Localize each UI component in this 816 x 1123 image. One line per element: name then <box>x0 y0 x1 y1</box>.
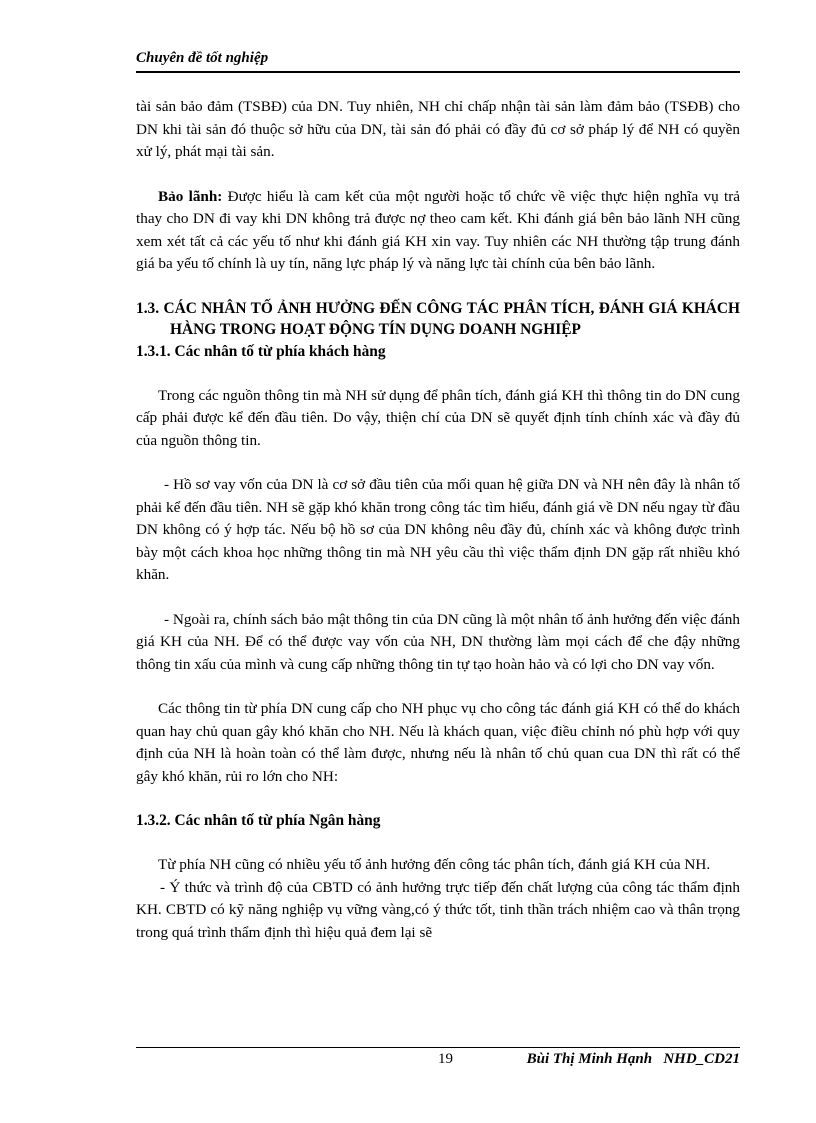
footer-author: Bùi Thị Minh Hạnh NHD_CD21 <box>526 1051 740 1067</box>
paragraph-loan-dossier: - Hồ sơ vay vốn của DN là cơ sở đầu tiên của mối quan hệ giữa DN và NH nên đây là nhân tố phải kể đến đầu tiên. NH sẽ gặp khó khăn trong công tác tìm hiểu, đánh giá về DN nếu ngay từ đầu DN không có ý hợp tác. Nếu bộ hồ sơ của DN không nêu đầy đủ, chính xác và không được trình bày một cách khoa học những thông tin mà NH yêu cầu thì việc thẩm định DN gặp rất nhiều khó khăn. <box>136 476 740 583</box>
guarantee-label: Bảo lãnh: <box>158 187 223 205</box>
header-title: Chuyên đề tốt nghiệp <box>136 50 269 66</box>
paragraph-info-provided: Các thông tin từ phía DN cung cấp cho NH phục vụ cho công tác đánh giá KH có thể do khách quan hay chủ quan gây khó khăn cho NH. Nếu là khách quan, việc điều chỉnh nó phù hợp với quy định của NH là hoàn toàn có thể làm được, nhưng nếu là nhân tố chủ quan cua DN thì rất có thể gây khó khăn, rủi ro lớn cho NH: <box>136 700 740 785</box>
paragraph-officer-skill: - Ý thức và trình độ của CBTD có ảnh hưởng trực tiếp đến chất lượng của công tác thẩm định KH. CBTD có kỹ năng nghiệp vụ vững vàng,có ý thức tốt, tinh thần trách nhiệm cao và thân trọng trong quá trình thẩm định thì hiệu quả đem lại sẽ <box>136 878 740 941</box>
page-number: 19 <box>438 1051 453 1067</box>
section-heading-1-3: 1.3. CÁC NHÂN TỐ ẢNH HƯỞNG ĐẾN CÔNG TÁC PHÂN TÍCH, ĐÁNH GIÁ KHÁCH HÀNG TRONG HOẠT ĐỘNG TÍN DỤNG DOANH NGHIỆP <box>136 299 740 338</box>
paragraph-info-sources: Trong các nguồn thông tin mà NH sử dụng để phân tích, đánh giá KH thì thông tin do DN cung cấp phải được kể đến đầu tiên. Do vậy, thiện chí của DN sẽ quyết định tính chính xác và đầy đủ của nguồn thông tin. <box>136 386 740 449</box>
section-heading-1-3-2: 1.3.2. Các nhân tố từ phía Ngân hàng <box>136 812 381 829</box>
page-content <box>136 96 740 944</box>
section-heading-1-3-1: 1.3.1. Các nhân tố từ phía khách hàng <box>136 342 386 360</box>
paragraph-guarantee <box>136 186 740 276</box>
paragraph-collateral: tài sản bảo đảm (TSBĐ) của DN. Tuy nhiên, NH chỉ chấp nhận tài sản làm đảm bảo (TSĐB) cho DN khi tài sản đó thuộc sở hữu của DN, tài sản đó phải có đầy đủ cơ sở pháp lý để NH có quyền xử lý, phát mại tài sản. <box>136 98 740 160</box>
page-footer <box>136 1047 740 1074</box>
guarantee-text: Được hiểu là cam kết của một người hoặc tổ chức về việc thực hiện nghĩa vụ trả thay cho DN đi vay khi DN không trả được nợ theo cam kết. Khi đánh giá bên bảo lãnh NH cũng xem xét tất cả các yếu tố như khi đánh giá KH xin vay. Tuy nhiên các NH thường tập trung đánh giá ba yếu tố chính là uy tín, năng lực pháp lý và năng lực tài chính của bên bảo lãnh. <box>136 187 740 272</box>
paragraph-bank-factors: Từ phía NH cũng có nhiều yếu tố ảnh hưởng đến công tác phân tích, đánh giá KH của NH. <box>158 856 711 873</box>
paragraph-info-security: - Ngoài ra, chính sách bảo mật thông tin của DN cũng là một nhân tố ảnh hưởng đến việc đánh giá KH của NH. Để có thể được vay vốn của NH, DN thường làm mọi cách để che đậy những thông tin xấu của mình và cung cấp những thông tin tự tạo hoàn hảo và có lợi cho DN vay vốn. <box>136 610 740 673</box>
page-header <box>136 49 740 73</box>
